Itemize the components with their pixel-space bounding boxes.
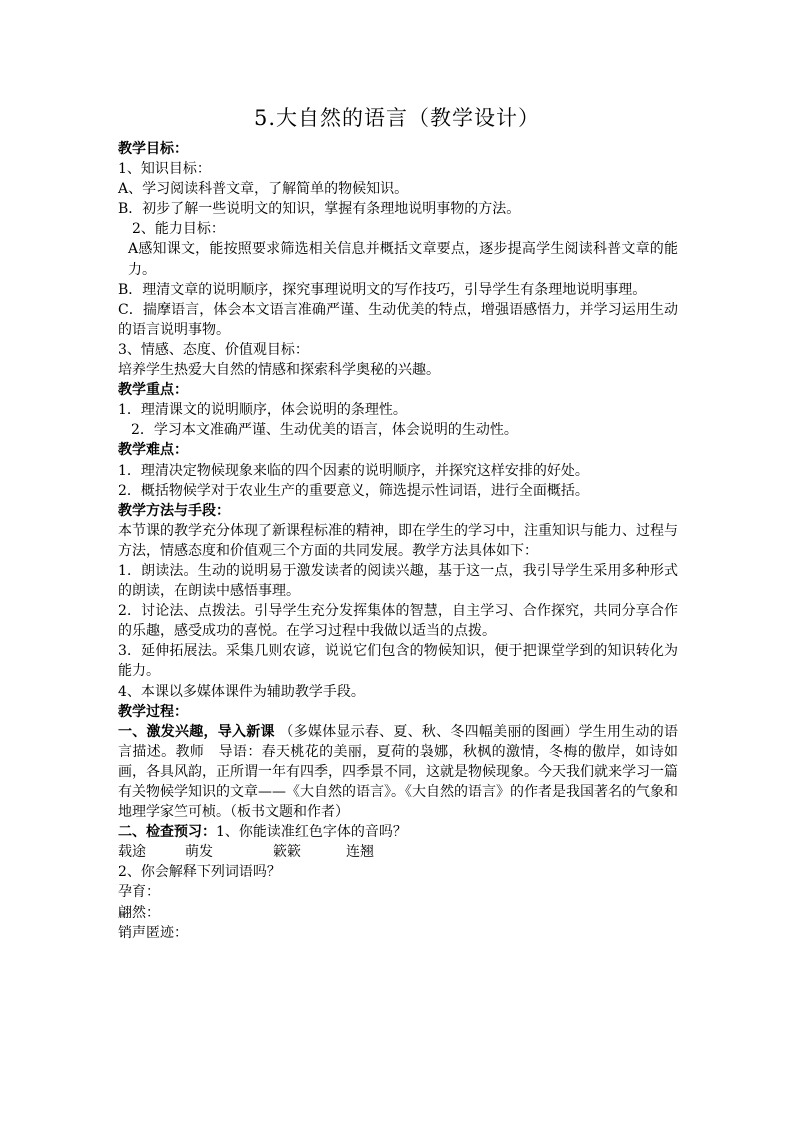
vocab-word: 连翘 [346, 844, 374, 861]
term-item: 孕育： [118, 884, 160, 901]
document-title: 5.大自然的语言（教学设计） [253, 106, 541, 130]
ability-objective-c: C．揣摩语言，体会本文语言准确严谨、生动优美的特点，增强语感悟力，并学习运用生动的语言说明事物。 [118, 301, 678, 338]
step-2-question-2: 2、你会解释下列词语吗？ [118, 864, 281, 881]
methods-heading: 教学方法与手段： [118, 502, 230, 519]
process-heading: 教学过程： [118, 703, 188, 720]
method-1: 1．朗读法。生动的说明易于激发读者的阅读兴趣，基于这一点，我引导学生采用多种形式的朗读，在朗读中感悟事理。 [118, 562, 678, 600]
ability-objective-b: B．理清文章的说明顺序，探究事理说明文的写作技巧，引导学生有条理地说明事理。 [118, 281, 647, 298]
knowledge-objective-b: B．初步了解一些说明文的知识，掌握有条理地说明事物的方法。 [118, 201, 521, 218]
key-point-1: 1．理清课文的说明顺序，体会说明的条理性。 [118, 402, 407, 419]
step-1-text: （多媒体显示春、夏、秋、冬四幅美丽的图画）学生用生动的语言描述。教师 导语：春天桃花的美丽，夏荷的袅娜，秋枫的激情，冬梅的傲岸，如诗如画，各具风韵，正所谓一年有四季，四季景不同，这就是物候现象。今天我们就来学习一篇有关物候学知识的文章——《大自然的语言》。《大自然的语言》的作者是我国著名的气象和地理学家竺可桢。（板书文题和作者） [118, 723, 679, 821]
emotion-objective-title: 3、情感、态度、价值观目标： [118, 341, 309, 358]
method-3: 3．延伸拓展法。采集几则农谚，说说它们包含的物候知识，便于把课堂学到的知识转化为能力。 [118, 643, 678, 680]
step-1-title: 一、激发兴趣，导入新课 [118, 723, 275, 740]
ability-objective-a: A感知课文，能按照要求筛选相关信息并概括文章要点，逐步提高学生阅读科普文章的能力。 [128, 241, 678, 278]
difficulty-1: 1．理清决定物候现象来临的四个因素的说明顺序，并探究这样安排的好处。 [118, 462, 589, 479]
objectives-heading: 教学目标： [118, 141, 188, 157]
step-2-question-1: 1、你能读准红色字体的音吗？ [216, 824, 407, 841]
process-step-1 [118, 722, 678, 822]
vocab-word: 载途 [118, 844, 146, 861]
knowledge-objective-a: A、学习阅读科普文章，了解简单的物候知识。 [118, 181, 409, 198]
ability-objective-title: 2、能力目标： [132, 221, 225, 238]
vocab-word: 簌簌 [273, 844, 301, 861]
difficulties-heading: 教学难点： [118, 442, 188, 459]
process-step-2 [118, 822, 678, 842]
difficulty-2: 2．概括物候学对于农业生产的重要意义，筛选提示性词语，进行全面概括。 [118, 482, 589, 499]
vocab-row [118, 842, 678, 862]
term-item: 销声匿迹： [118, 924, 188, 941]
key-points-heading: 教学重点： [118, 382, 188, 399]
step-2-title: 二、检查预习： [118, 824, 216, 841]
vocab-word: 萌发 [185, 844, 213, 861]
knowledge-objective-title: 1、知识目标： [118, 161, 211, 178]
methods-intro: 本节课的教学充分体现了新课程标准的精神，即在学生的学习中，注重知识与能力、过程与方法，情感态度和价值观三个方面的共同发展。教学方法具体如下： [118, 522, 678, 559]
emotion-objective-1: 培养学生热爱大自然的情感和探索科学奥秘的兴趣。 [118, 362, 440, 379]
method-2: 2．讨论法、点拨法。引导学生充分发挥集体的智慧，自主学习、合作探究，共同分享合作的乐趣，感受成功的喜悦。在学习过程中我做以适当的点拨。 [118, 603, 678, 640]
term-item: 翩然： [118, 904, 160, 921]
method-4: 4、本课以多媒体课件为辅助教学手段。 [118, 683, 365, 700]
document-body [118, 139, 678, 943]
key-point-2: 2．学习本文准确严谨、生动优美的语言，体会说明的生动性。 [131, 422, 518, 439]
